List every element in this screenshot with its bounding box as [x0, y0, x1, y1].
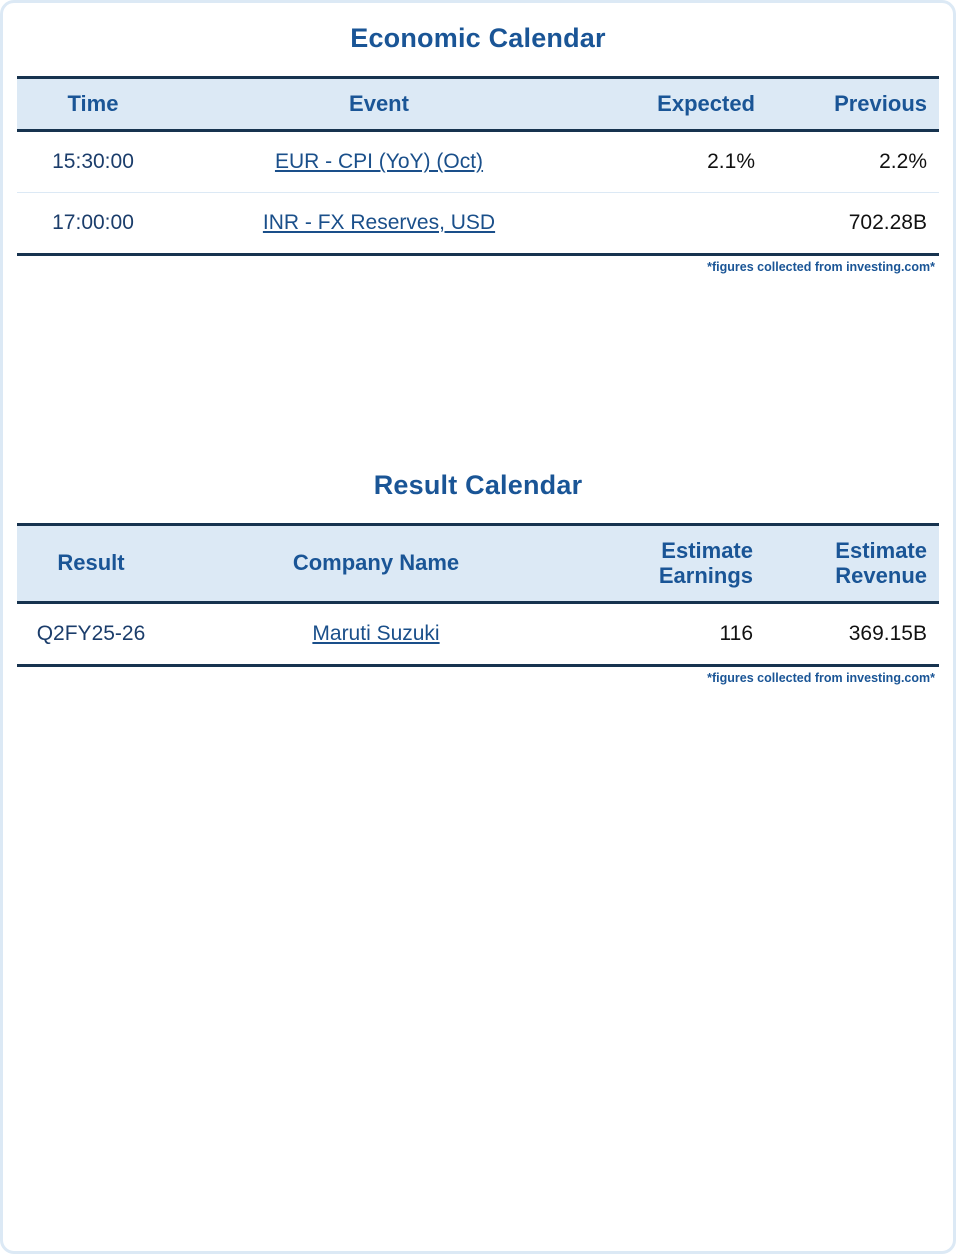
- cell-previous: 2.2%: [767, 131, 939, 193]
- cell-event: [169, 193, 589, 255]
- result-calendar-title: Result Calendar: [373, 470, 583, 500]
- economic-calendar-title: Economic Calendar: [350, 23, 606, 53]
- event-link[interactable]: EUR - CPI (YoY) (Oct): [274, 150, 484, 173]
- cell-company: [165, 602, 587, 665]
- company-link[interactable]: Maruti Suzuki: [312, 621, 440, 645]
- column-header-company-name: Company Name: [165, 525, 587, 603]
- estimate-revenue-line2: Revenue: [835, 563, 927, 589]
- cell-event: [169, 131, 589, 193]
- economic-table-head: [17, 78, 939, 131]
- cell-time: 15:30:00: [17, 131, 169, 193]
- table-row: [17, 602, 939, 665]
- column-header-result: Result: [17, 525, 165, 603]
- result-source-note: *figures collected from investing.com*: [707, 670, 935, 685]
- column-header-time: Time: [17, 78, 169, 131]
- economic-table-body: [17, 131, 939, 255]
- cell-previous: 702.28B: [767, 193, 939, 255]
- cell-estimate-earnings: 116: [587, 602, 765, 665]
- table-row: [17, 131, 939, 193]
- economic-calendar-section: [3, 23, 953, 274]
- column-header-expected: Expected: [589, 78, 767, 131]
- estimate-revenue-line1: Estimate: [835, 538, 927, 563]
- cell-expected: 2.1%: [589, 131, 767, 193]
- economic-header-row: [17, 78, 939, 131]
- column-header-previous: Previous: [767, 78, 939, 131]
- economic-source-note: *figures collected from investing.com*: [707, 260, 935, 274]
- result-table-body: [17, 602, 939, 665]
- result-table-head: [17, 525, 939, 603]
- cell-result-period: Q2FY25-26: [17, 602, 165, 665]
- column-header-estimate-earnings: [587, 525, 765, 603]
- cell-estimate-revenue: 369.15B: [765, 602, 939, 665]
- column-header-event: Event: [169, 78, 589, 131]
- cell-expected: [589, 193, 767, 255]
- result-calendar-table: [17, 523, 939, 667]
- estimate-earnings-line2: Earnings: [658, 563, 753, 589]
- economic-calendar-table: [17, 76, 939, 256]
- estimate-earnings-line1: Estimate: [661, 538, 753, 563]
- result-header-row: [17, 525, 939, 603]
- result-calendar-section: [3, 470, 953, 685]
- section-spacer: [3, 274, 953, 470]
- event-link[interactable]: INR - FX Reserves, USD: [262, 211, 496, 234]
- cell-time: 17:00:00: [17, 193, 169, 255]
- column-header-estimate-revenue: [765, 525, 939, 603]
- table-row: [17, 193, 939, 255]
